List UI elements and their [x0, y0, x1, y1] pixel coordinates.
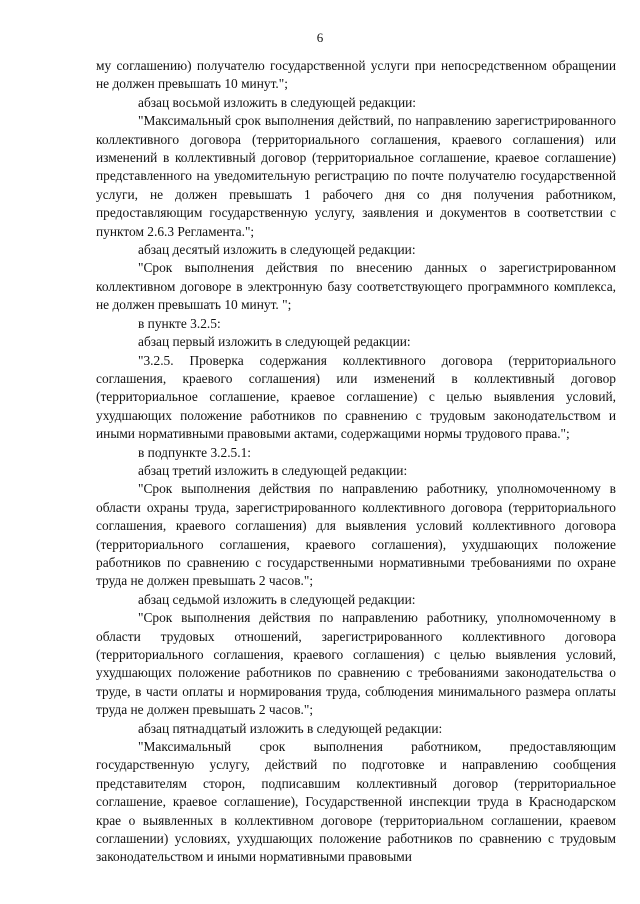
paragraph: абзац десятый изложить в следующей редакции: [138, 242, 416, 258]
paragraph: "Срок выполнения действия по внесению данных о зарегистрированном коллективном договоре в электронную базу соответствующего программного комплекса, не должен превышать 10 минут. "; [96, 260, 616, 313]
paragraph: в пункте 3.2.5: [138, 315, 221, 331]
paragraph: абзац пятнадцатый изложить в следующей редакции: [138, 720, 443, 736]
paragraph: абзац третий изложить в следующей редакции: [138, 462, 408, 478]
paragraph: "Максимальный срок выполнения работником, предоставляющим государственную услугу, действий по подготовке и направлению сообщения представителям сторон, подписавшим коллективный договор (территориальное соглашение, краевое соглашение), Государственной инспекции труда в Краснодарском крае о выявленных в коллективном договоре (территориальном соглашении, краевом соглашении) условиях, ухудшающих положение работников по сравнению с трудовым законодательством и иными нормативными правовыми [96, 739, 616, 865]
paragraph: в подпункте 3.2.5.1: [138, 444, 252, 460]
page-number: 6 [316, 30, 324, 45]
paragraph: абзац седьмой изложить в следующей редакции: [138, 591, 416, 607]
paragraph: "Срок выполнения действия по направлению работнику, уполномоченному в области трудовых отношений, зарегистрированного коллективного договора (территориального соглашения, краевого соглашения) с целью выявления условий, ухудшающих положение работников по сравнению с требованиями законодательства о труде, в части оплаты и нормирования труда, соблюдения минимального размера оплаты труда не должен превышать 2 часов."; [96, 610, 616, 718]
paragraph: "Максимальный срок выполнения действий, по направлению зарегистрированного коллективного договора (территориального соглашения, краевого соглашения) или изменений в коллективный договор (территориальное соглашение, краевое соглашение) представленного на уведомительную регистрацию по почте получателю государственной услуги, не должен превышать 1 рабочего дня со дня получения работником, предоставляющим государственную услугу, заявления и документов в соответствии с пунктом 2.6.3 Регламента."; [96, 113, 616, 239]
paragraph: абзац восьмой изложить в следующей редакции: [138, 94, 417, 110]
document-body [96, 57, 616, 867]
paragraph: абзац первый изложить в следующей редакции: [138, 334, 411, 350]
paragraph: "3.2.5. Проверка содержания коллективного договора (территориального соглашения, краевого соглашения) или изменений в коллективный договор (территориальное соглашение, краевое соглашение) с целью выявления условий, ухудшающих положение работников по сравнению с трудовым законодательством и иными нормативными правовыми актами, содержащими нормы трудового права."; [96, 352, 616, 442]
paragraph: му соглашению) получателю государственной услуги при непосредственном обращении не должен превышать 10 минут."; [96, 58, 616, 92]
paragraph: "Срок выполнения действия по направлению работнику, уполномоченному в области охраны труда, зарегистрированного коллективного договора (территориального соглашения, краевого соглашения) для выявления условий коллективного договора (территориального соглашения, краевого соглашения), ухудшающих положение работников по сравнению с государственными нормативными требованиями по охране труда не должен превышать 2 часов."; [96, 481, 616, 589]
